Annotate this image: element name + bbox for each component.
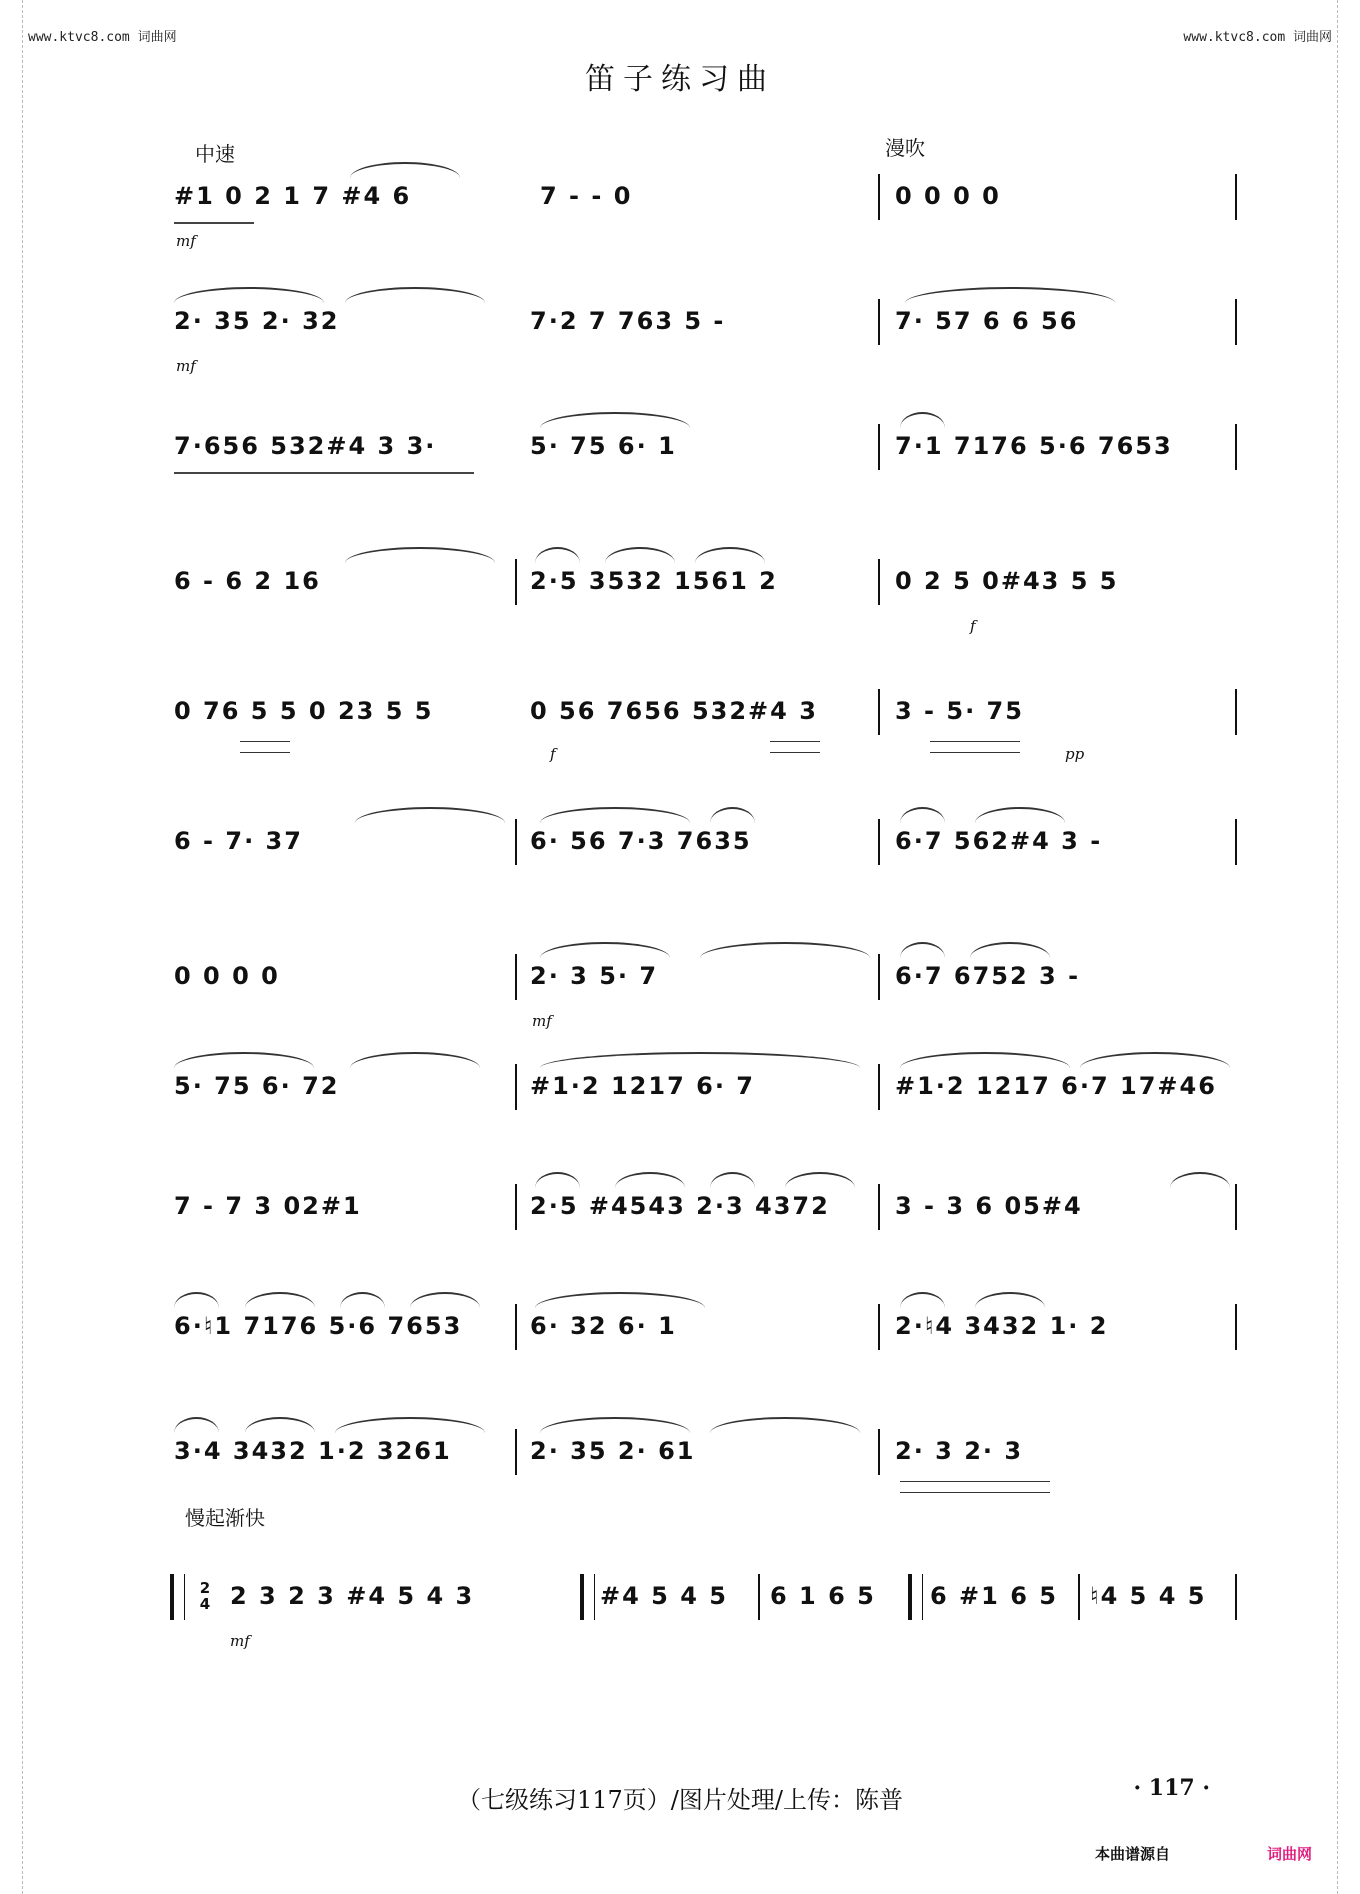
slur (335, 1417, 485, 1449)
source-site-link[interactable]: 词曲网 (1266, 1845, 1312, 1863)
barline (878, 954, 880, 1000)
slur (540, 1052, 860, 1084)
barline (1235, 1574, 1237, 1620)
barline (878, 1184, 880, 1230)
measure-text: 2· 35 2· 61 (530, 1437, 696, 1465)
barline (1235, 1184, 1237, 1230)
repeat-sign (908, 1574, 923, 1620)
measure-text: #4 5 4 5 (600, 1582, 728, 1610)
slur (174, 1052, 314, 1084)
decrescendo-hairpin (770, 741, 820, 753)
slur (350, 162, 460, 194)
measure-text: 5· 75 6· 1 (530, 432, 677, 460)
measure-text: 0 2 5 0#43 5 5 (895, 567, 1119, 595)
page-title: 笛子练习曲 (585, 62, 775, 97)
barline (758, 1574, 760, 1620)
slur (785, 1172, 855, 1204)
measure-text: 2· 3 5· 7 (530, 962, 659, 990)
measure-text: 2·5 #4543 2·3 4372 (530, 1192, 830, 1220)
beam-underline (174, 472, 474, 474)
source-label: 本曲谱源自 (1094, 1845, 1170, 1863)
barline (515, 559, 517, 605)
crescendo-hairpin (930, 741, 1020, 753)
header-site-left[interactable]: www.ktvc8.com 词曲网 (28, 30, 177, 45)
barline (878, 424, 880, 470)
system-3 (160, 390, 1240, 480)
slur (535, 547, 580, 579)
system-12 (160, 1506, 1240, 1650)
slur (355, 807, 505, 839)
barline (515, 1064, 517, 1110)
slur (605, 547, 675, 579)
slur (615, 1172, 685, 1204)
dynamic-mark: mf (176, 232, 196, 250)
slur (174, 1292, 219, 1324)
slur (540, 807, 690, 839)
measure-text: 6 1 6 5 (770, 1582, 876, 1610)
barline (878, 299, 880, 345)
slur (695, 547, 765, 579)
measure-text: #1·2 1217 6· 7 (530, 1072, 756, 1100)
decrescendo-hairpin (900, 1481, 1050, 1493)
time-signature-top: 2 (199, 1579, 211, 1597)
slur (710, 807, 755, 839)
system-7 (160, 920, 1240, 1030)
measure-text: 0 0 0 0 (174, 962, 280, 990)
barline (1078, 1574, 1080, 1620)
slur (900, 807, 945, 839)
slur (710, 1417, 860, 1449)
dynamic-mark: f (970, 617, 976, 635)
slur (710, 1172, 755, 1204)
measure-text: 7·656 532#4 3 3· (174, 432, 437, 460)
slur (900, 1292, 945, 1324)
measure-text: 0 56 7656 532#4 3 (530, 697, 818, 725)
tempo-marking-third: 慢起渐快 (185, 1506, 265, 1530)
system-4 (160, 525, 1240, 635)
footer-caption: （七级练习117页）/图片处理/上传：陈普 (457, 1786, 903, 1814)
system-6 (160, 785, 1240, 875)
system-11 (160, 1395, 1240, 1485)
measure-text: 3 - 3 6 05#4 (895, 1192, 1083, 1220)
time-signature (198, 1580, 212, 1612)
measure-text: 6·7 562#4 3 - (895, 827, 1103, 855)
measure-text: 2·5 3532 1561 2 (530, 567, 778, 595)
barline (1235, 174, 1237, 220)
right-margin-strip (1337, 0, 1360, 1894)
slur (535, 1292, 705, 1324)
dynamic-mark: mf (176, 357, 196, 375)
measure-text: 7 - 7 3 02#1 (174, 1192, 362, 1220)
beam-underline (174, 222, 254, 224)
time-signature-bottom: 4 (199, 1595, 211, 1613)
repeat-sign (580, 1574, 595, 1620)
slur (540, 1417, 690, 1449)
decrescendo-hairpin (240, 741, 290, 753)
barline (1235, 424, 1237, 470)
slur (345, 287, 485, 319)
slur (540, 412, 690, 444)
measure-text: 2· 35 2· 32 (174, 307, 340, 335)
slur (350, 1052, 480, 1084)
measure-text: 3 - 5· 75 (895, 697, 1024, 725)
slur (900, 1052, 1070, 1084)
slur (905, 287, 1115, 319)
barline (1235, 689, 1237, 735)
measure-text: ♮4 5 4 5 (1090, 1582, 1207, 1610)
barline (515, 1304, 517, 1350)
slur (174, 287, 324, 319)
barline (878, 1304, 880, 1350)
barline (878, 559, 880, 605)
measure-text: 0 0 0 0 (895, 182, 1001, 210)
barline (1235, 299, 1237, 345)
system-8 (160, 1030, 1240, 1120)
slur (540, 942, 670, 974)
dynamic-mark: mf (230, 1632, 250, 1650)
barline (878, 689, 880, 735)
slur (975, 1292, 1045, 1324)
barline (515, 1184, 517, 1230)
barline (1235, 819, 1237, 865)
slur (340, 1292, 385, 1324)
measure-text: 7·2 7 763 5 - (530, 307, 726, 335)
barline (878, 174, 880, 220)
measure-text: 2·♮4 3432 1· 2 (895, 1312, 1109, 1340)
slur (1170, 1172, 1230, 1204)
slur (535, 1172, 580, 1204)
slur (345, 547, 495, 579)
measure-text: 5· 75 6· 72 (174, 1072, 340, 1100)
measure-text: 0 76 5 5 0 23 5 5 (174, 697, 434, 725)
barline (515, 1429, 517, 1475)
header-site-right[interactable]: www.ktvc8.com 词曲网 (1183, 30, 1332, 45)
measure-text: 6 #1 6 5 (930, 1582, 1058, 1610)
measure-text: 6 - 7· 37 (174, 827, 303, 855)
barline (878, 1429, 880, 1475)
dynamic-mark: f (550, 745, 556, 763)
left-margin-strip (0, 0, 23, 1894)
system-10 (160, 1270, 1240, 1360)
system-5 (160, 655, 1240, 763)
repeat-start-sign (170, 1574, 185, 1620)
slur (245, 1292, 315, 1324)
measure-text: #1 0 2 1 7 #4 6 (174, 182, 412, 210)
slur (975, 807, 1065, 839)
system-2 (160, 265, 1240, 375)
barline (878, 819, 880, 865)
slur (174, 1417, 219, 1449)
measure-text: 3·4 3432 1·2 3261 (174, 1437, 452, 1465)
measure-text: #1·2 1217 6·7 17#46 (895, 1072, 1217, 1100)
measure-text: 6·7 6752 3 - (895, 962, 1081, 990)
slur (900, 942, 945, 974)
measure-text: 7· 57 6 6 56 (895, 307, 1079, 335)
system-9 (160, 1150, 1240, 1240)
tempo-marking-second: 漫吹 (885, 136, 925, 160)
measure-text: 2 3 2 3 #4 5 4 3 (230, 1582, 475, 1610)
measure-text: 6·♮1 7176 5·6 7653 (174, 1312, 463, 1340)
slur (970, 942, 1050, 974)
page-number: · 117 · (1133, 1775, 1210, 1801)
slur (410, 1292, 480, 1324)
dynamic-mark: pp (1065, 745, 1085, 763)
score (160, 136, 1240, 1780)
barline (515, 819, 517, 865)
tempo-marking: 中速 (195, 142, 235, 166)
slur (700, 942, 870, 974)
system-1 (160, 136, 1240, 250)
barline (1235, 1304, 1237, 1350)
measure-text: 2· 3 2· 3 (895, 1437, 1024, 1465)
slur (245, 1417, 315, 1449)
measure-text: 6· 56 7·3 7635 (530, 827, 752, 855)
measure-text: 6 - 6 2 16 (174, 567, 321, 595)
barline (878, 1064, 880, 1110)
measure-text: 6· 32 6· 1 (530, 1312, 677, 1340)
measure-text: 7 - - 0 (540, 182, 633, 210)
barline (515, 954, 517, 1000)
slur (1080, 1052, 1230, 1084)
slur (900, 412, 945, 444)
measure-text: 7·1 7176 5·6 7653 (895, 432, 1173, 460)
dynamic-mark: mf (532, 1012, 552, 1030)
